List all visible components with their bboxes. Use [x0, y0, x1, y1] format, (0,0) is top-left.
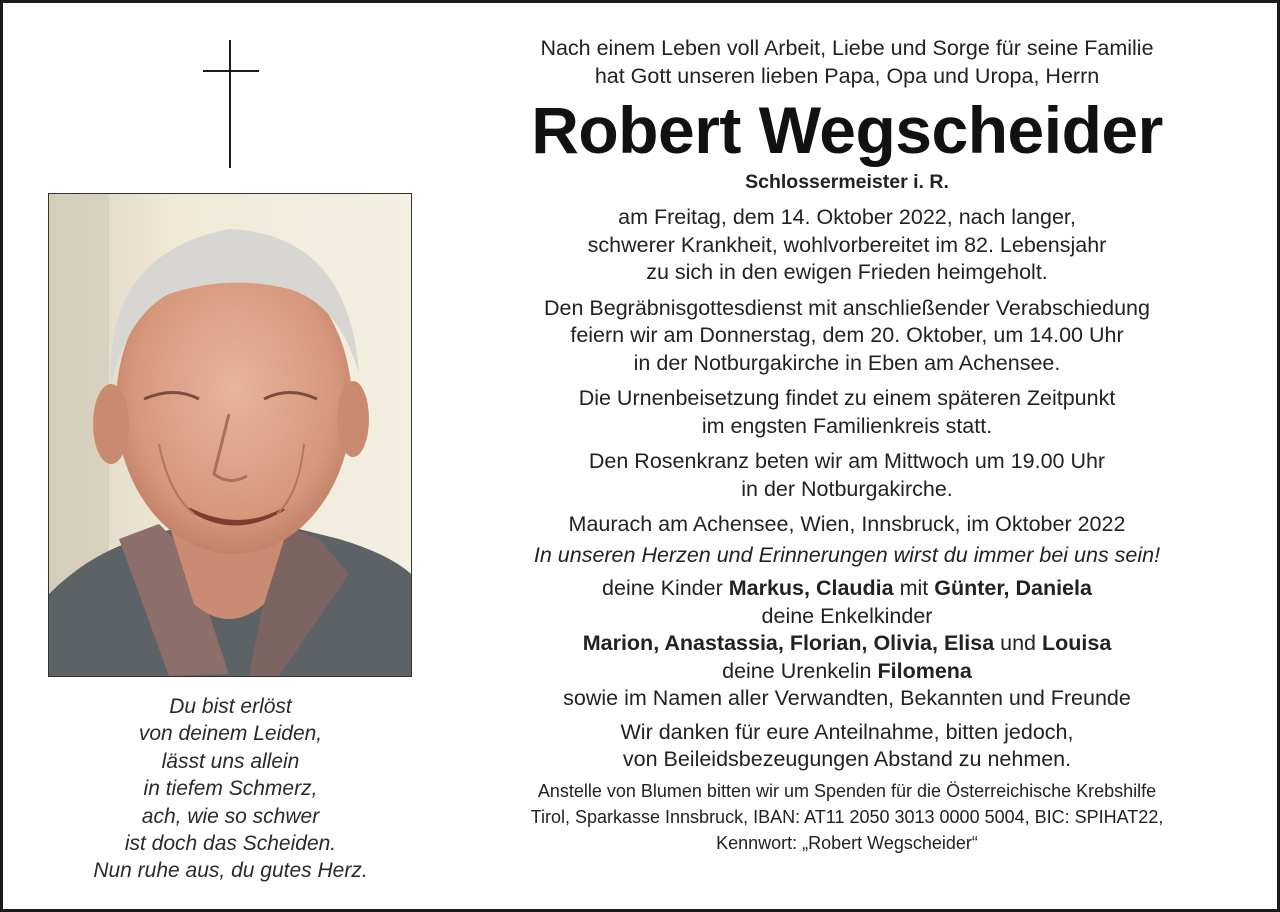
intro-line: hat Gott unseren lieben Papa, Opa und Uropa, Herrn: [594, 63, 1100, 88]
urn-line: im engsten Familienkreis statt.: [701, 413, 993, 438]
motto: In unseren Herzen und Erinnerungen wirst du immer bei uns sein!: [533, 542, 1161, 567]
occupation: Schlossermeister i. R.: [745, 171, 949, 193]
children-mit: mit: [893, 576, 935, 600]
cross-icon: [203, 40, 259, 168]
poem-line: Du bist erlöst: [169, 695, 292, 718]
funeral-line: Den Begräbnisgottesdienst mit anschließender Verabschiedung: [544, 295, 1150, 320]
thanks-line: von Beileidsbezeugungen Abstand zu nehmen.: [622, 747, 1072, 771]
death-line: schwerer Krankheit, wohlvorbereitet im 82. Lebensjahr: [587, 232, 1107, 257]
rosary-line: Den Rosenkranz beten wir am Mittwoch um 19.00 Uhr: [588, 449, 1106, 473]
grandchildren-last: Louisa: [1041, 631, 1112, 655]
grandchildren-und: und: [994, 631, 1042, 655]
grandchildren-label: deine Enkelkinder: [761, 603, 933, 628]
death-line: zu sich in den ewigen Frieden heimgeholt.: [646, 260, 1048, 284]
donation-line: Anstelle von Blumen bitten wir um Spenden für die Österreichische Krebshilfe: [537, 780, 1157, 801]
poem: [43, 693, 418, 885]
poem-line: lässt uns allein: [161, 749, 300, 773]
children-names: Markus, Claudia: [728, 576, 894, 600]
greatgrandchild-line: [451, 658, 1243, 686]
grandchildren-line: [451, 630, 1243, 658]
poem-line: in tiefem Schmerz,: [143, 777, 318, 801]
funeral-line: in der Notburgakirche in Eben am Achensee.: [633, 350, 1061, 375]
death-line: am Freitag, dem 14. Oktober 2022, nach langer,: [618, 205, 1076, 229]
poem-line: ach, wie so schwer: [141, 804, 320, 828]
greatgrand-prefix: deine Urenkelin: [722, 658, 878, 683]
poem-line: Nun ruhe aus, du gutes Herz.: [93, 859, 368, 883]
portrait-photo: [48, 193, 412, 677]
deceased-name: Robert Wegscheider: [531, 93, 1163, 167]
relatives-line: sowie im Namen aller Verwandten, Bekannten und Freunde: [563, 686, 1131, 710]
poem-line: ist doch das Scheiden.: [124, 832, 337, 856]
thanks-line: Wir danken für eure Anteilnahme, bitten jedoch,: [620, 719, 1074, 744]
funeral-line: feiern wir am Donnerstag, dem 20. Oktober, um 14.00 Uhr: [570, 323, 1124, 347]
grandchildren-names: Marion, Anastassia, Florian, Olivia, Elisa: [582, 631, 995, 655]
urn-line: Die Urnenbeisetzung findet zu einem späteren Zeitpunkt: [578, 386, 1116, 410]
children-names-partners: Günter, Daniela: [934, 576, 1092, 600]
notice-text: [451, 35, 1243, 856]
poem-line: von deinem Leiden,: [138, 722, 323, 746]
donation-line: Tirol, Sparkasse Innsbruck, IBAN: AT11 2050 3013 0000 5004, BIC: SPIHAT22,: [530, 806, 1164, 827]
children-line: [451, 575, 1243, 603]
greatgrand-name: Filomena: [877, 658, 972, 683]
intro-line: Nach einem Leben voll Arbeit, Liebe und Sorge für seine Familie: [540, 36, 1154, 60]
donation-line: Kennwort: „Robert Wegscheider“: [716, 832, 978, 853]
place-date: Maurach am Achensee, Wien, Innsbruck, im Oktober 2022: [568, 512, 1126, 536]
rosary-line: in der Notburgakirche.: [741, 476, 953, 501]
children-prefix: deine Kinder: [602, 576, 729, 600]
